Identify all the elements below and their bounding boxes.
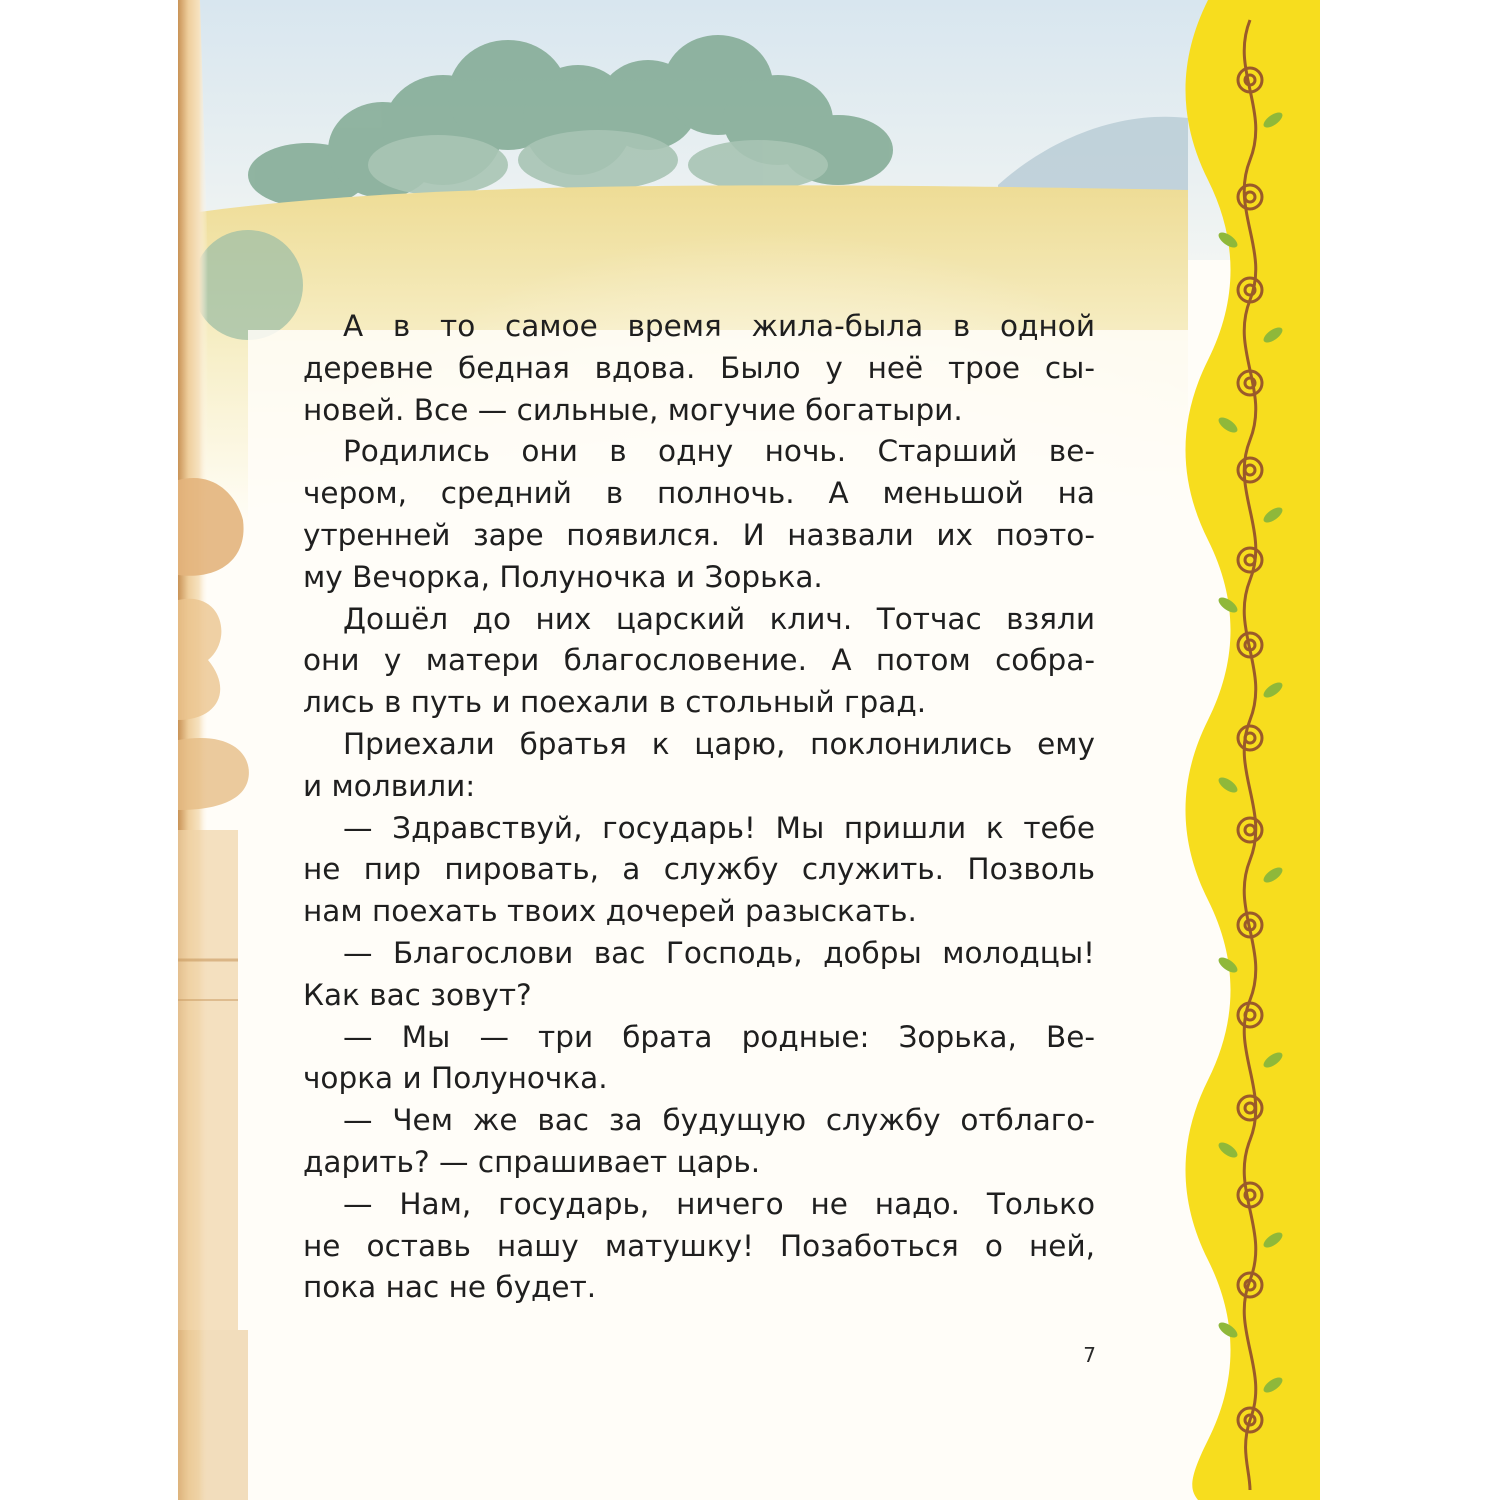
text-line: Дошёл до них царский клич. Тотчас взяли bbox=[343, 601, 1095, 636]
book-page bbox=[178, 0, 1320, 1500]
text-line: Родились они в одну ночь. Старший ве- bbox=[343, 434, 1095, 469]
text-line: лись в путь и поехали в стольный град. bbox=[303, 685, 927, 720]
text-line: — Благослови вас Господь, добры молодцы! bbox=[343, 935, 1095, 970]
text-line: А в то самое время жила-была в одной bbox=[343, 309, 1095, 343]
text-line: не пир пировать, а службу служить. Позволь bbox=[303, 852, 1095, 887]
text-line: — Мы — три брата родные: Зорька, Ве- bbox=[343, 1019, 1095, 1054]
text-line: — Чем же вас за будущую службу отблаго- bbox=[343, 1103, 1095, 1138]
ornamental-border bbox=[1178, 0, 1320, 1500]
text-line: нам поехать твоих дочерей разыскать. bbox=[303, 894, 917, 929]
text-line: Как вас зовут? bbox=[303, 977, 532, 1012]
page-number: 7 bbox=[1083, 1343, 1096, 1367]
text-line: новей. Все — сильные, могучие богатыри. bbox=[303, 392, 963, 427]
text-line: они у матери благословение. А потом собра- bbox=[303, 643, 1095, 678]
text-line: чером, средний в полночь. А меньшой на bbox=[303, 476, 1095, 511]
text-line: Приехали братья к царю, поклонились ему bbox=[343, 726, 1095, 761]
text-line: пока нас не будет. bbox=[303, 1270, 597, 1305]
text-line: не оставь нашу матушку! Позаботься о ней, bbox=[303, 1228, 1095, 1263]
text-line: деревне бедная вдова. Было у неё трое сы- bbox=[303, 350, 1095, 385]
text-line: дарить? — спрашивает царь. bbox=[303, 1144, 761, 1179]
text-line: — Здравствуй, государь! Мы пришли к тебе bbox=[343, 810, 1095, 845]
text-line: и молвили: bbox=[303, 768, 476, 803]
text-line: му Вечорка, Полуночка и Зорька. bbox=[303, 559, 823, 594]
text-line: — Нам, государь, ничего не надо. Только bbox=[343, 1186, 1095, 1221]
text-line: чорка и Полуночка. bbox=[303, 1061, 608, 1096]
text-line: утренней заре появился. И назвали их поэто- bbox=[303, 517, 1095, 552]
story-text bbox=[303, 306, 1095, 1309]
